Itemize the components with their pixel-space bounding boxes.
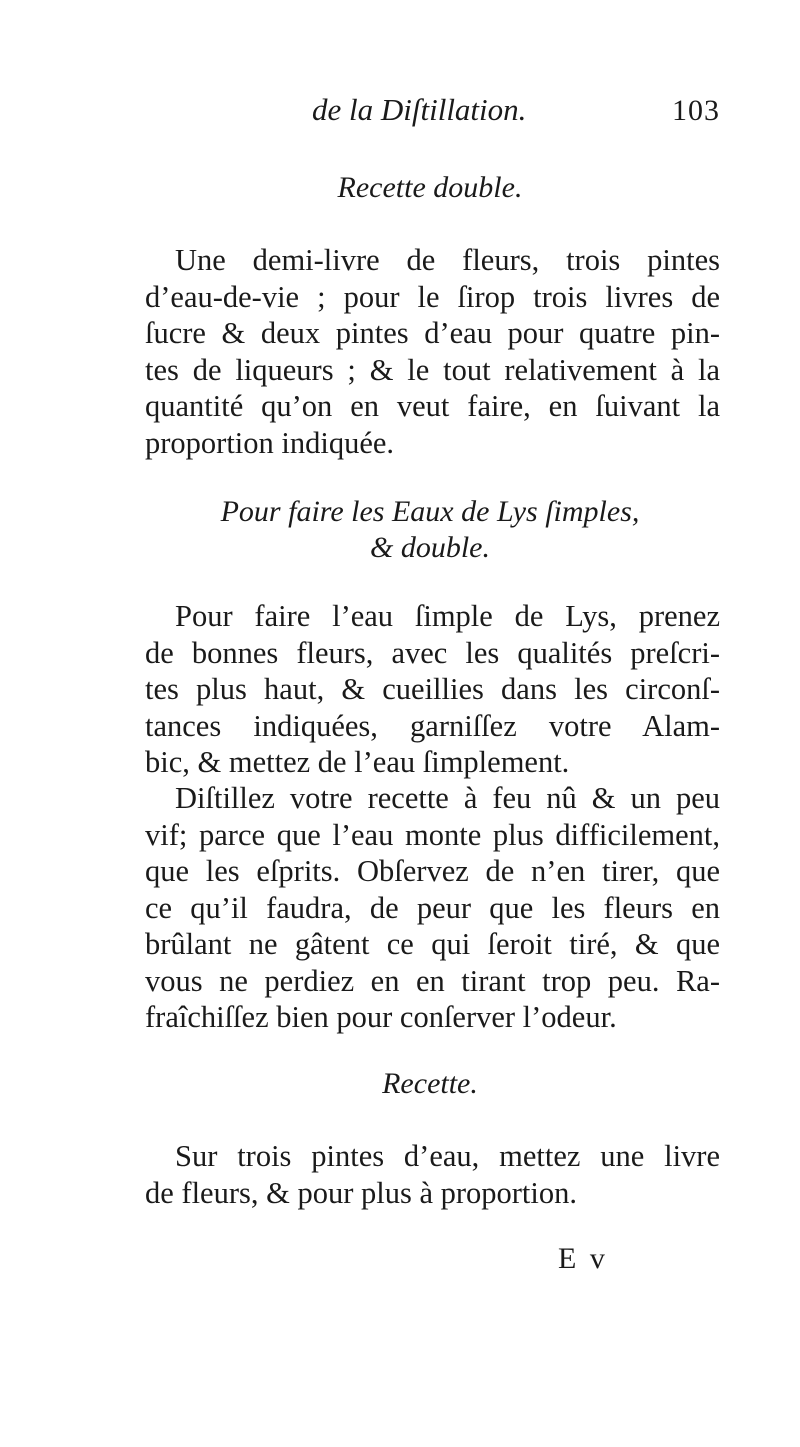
page-header [300, 92, 720, 142]
page-number: 103 [672, 94, 720, 127]
heading-line: Pour faire les Eaux de Lys ſimples, [220, 495, 640, 528]
heading-line: Recette double. [337, 171, 523, 204]
text-line: proportion indiquée. [145, 425, 395, 460]
text-line: tes de liqueurs ; & le tout relativement à la [145, 352, 720, 387]
paragraph-recette [145, 1138, 720, 1211]
text-line: de fleurs, & pour plus à proportion. [145, 1175, 578, 1210]
paragraph-eau-simple [145, 598, 720, 781]
text-line: quantité qu’on en veut faire, en ſuivant la [145, 389, 720, 423]
signature-mark: E v [558, 1242, 608, 1275]
heading-line: Recette. [382, 1067, 478, 1100]
section-heading-recette [140, 1066, 720, 1102]
section-heading-recette-double [140, 170, 720, 206]
text-line: que les eſprits. Obſervez de n’en tirer, que [145, 854, 720, 888]
text-line: bic, & mettez de l’eau ſimplement. [145, 745, 570, 779]
section-heading-eaux-de-lys [140, 494, 720, 566]
paragraph-distillez [145, 780, 720, 1036]
text-line: vous ne perdiez en en tirant trop peu. Ra- [145, 963, 720, 998]
text-line: fraîchiſſez bien pour conſerver l’odeur. [145, 1000, 617, 1034]
text-line: d’eau-de-vie ; pour le ſirop trois livres de [145, 279, 720, 314]
text-line: Diſtillez votre recette à feu nû & un peu [175, 781, 720, 815]
paragraph-recette-double [145, 242, 720, 461]
text-line: tances indiquées, garniſſez votre Alam- [145, 708, 720, 743]
text-line: brûlant ne gâtent ce qui ſeroit tiré, & que [145, 927, 720, 961]
text-line: tes plus haut, & cueillies dans les circonſ- [145, 672, 720, 706]
text-line: ce qu’il faudra, de peur que les fleurs en [145, 890, 720, 925]
text-line: de bonnes fleurs, avec les qualités preſcri- [145, 635, 720, 670]
running-title: de la Diſtillation. [312, 92, 527, 127]
text-line: Pour faire l’eau ſimple de Lys, prenez [175, 599, 720, 633]
text-line: Une demi-livre de fleurs, trois pintes [175, 243, 720, 277]
text-line: vif; parce que l’eau monte plus difficilement, [145, 817, 720, 852]
text-line: ſucre & deux pintes d’eau pour quatre pin- [145, 316, 720, 350]
heading-line: & double. [370, 531, 490, 564]
text-line: Sur trois pintes d’eau, mettez une livre [175, 1139, 720, 1173]
